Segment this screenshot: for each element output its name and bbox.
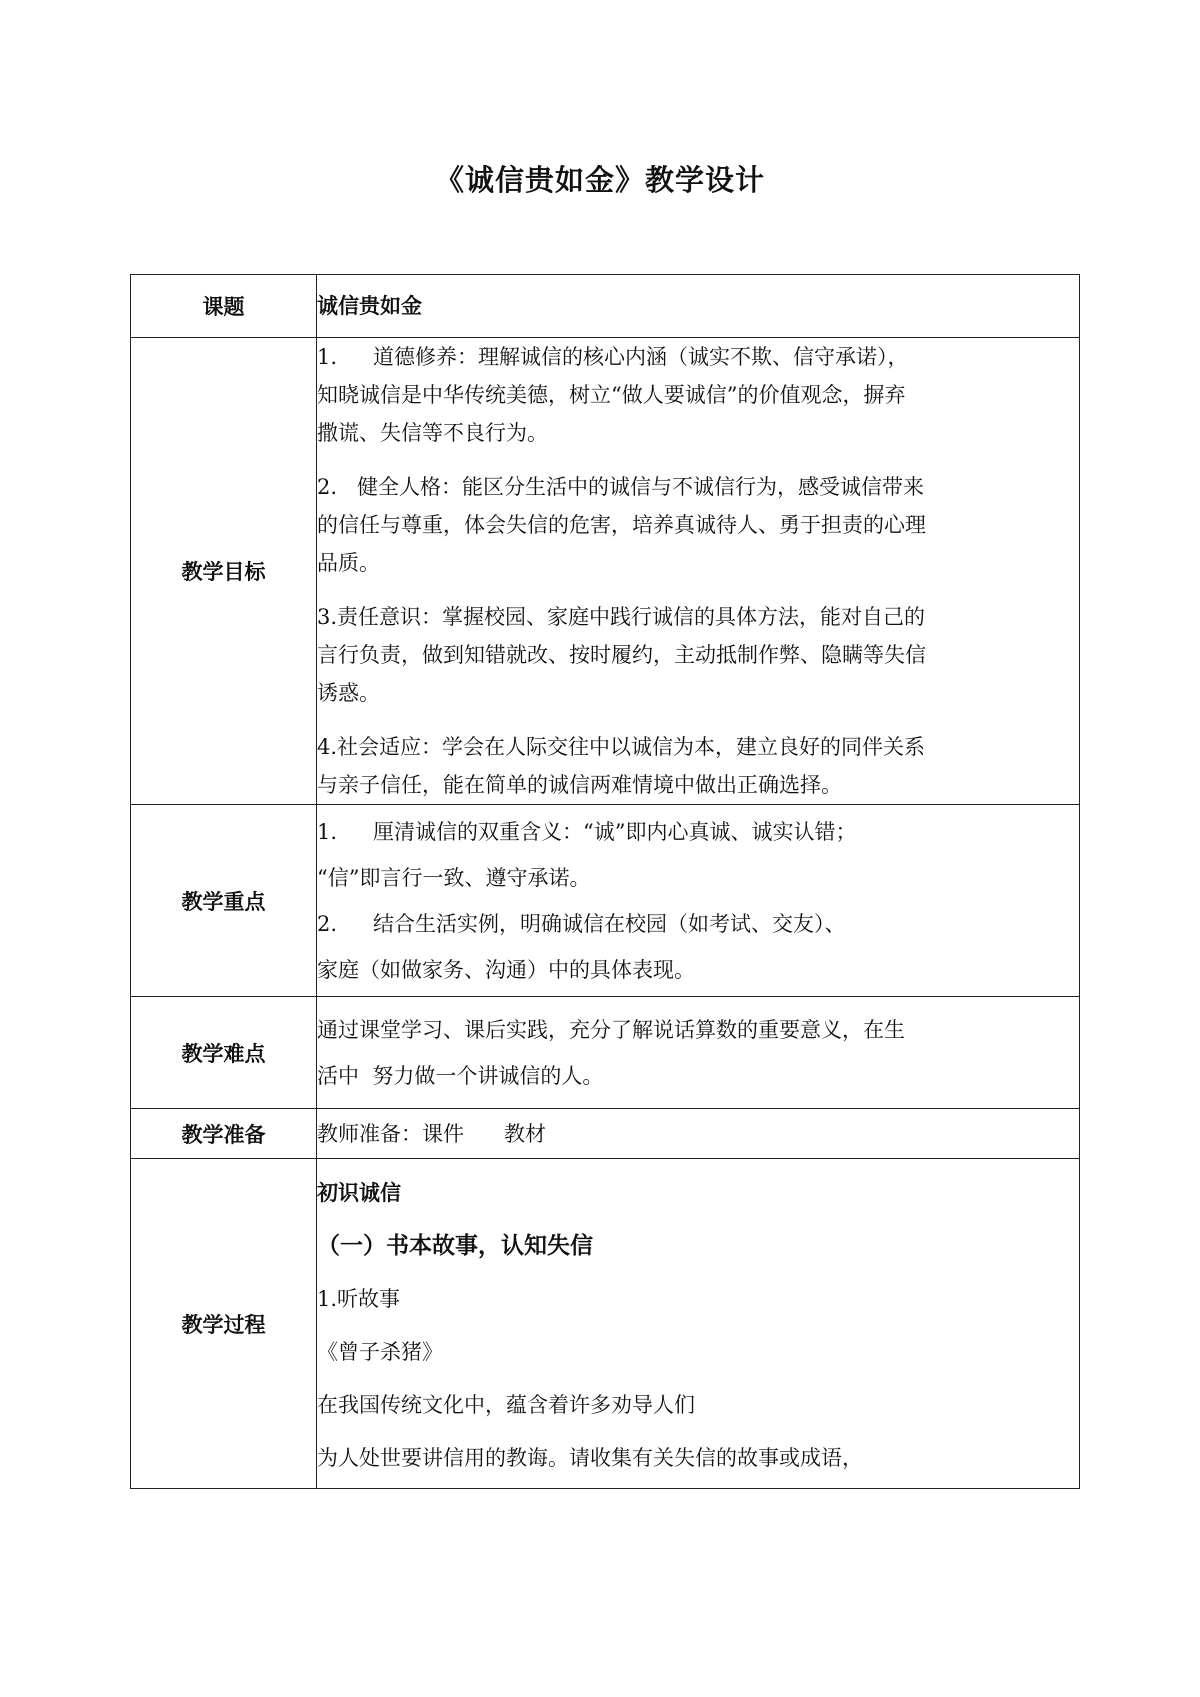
- table-row-difficulty: [131, 997, 1080, 1109]
- key-point-2-line-1: 2. 结合生活实例，明确诚信在校园（如考试、交友）、: [317, 901, 1079, 947]
- goal-item-3: [317, 598, 1079, 712]
- goal-item-4: [317, 728, 1079, 804]
- goal-2-line-2: 的信任与尊重，体会失信的危害，培养真诚待人、勇于担责的心理: [317, 513, 926, 537]
- goal-1-line-1: 1. 道德修养：理解诚信的核心内涵（诚实不欺、信守承诺），: [317, 338, 1079, 376]
- difficulty-content: [317, 997, 1080, 1109]
- difficulty-line-1: 通过课堂学习、课后实践，充分了解说话算数的重要意义，在生: [317, 1017, 905, 1042]
- table-row-key-points: [131, 805, 1080, 997]
- table-row-preparation: [131, 1109, 1080, 1159]
- goal-item-1: [317, 338, 1079, 452]
- key-point-1-line-1: 1. 厘清诚信的双重含义：“诚”即内心真诚、诚实认错；: [317, 809, 1079, 855]
- row-label-preparation: 教学准备: [131, 1109, 317, 1159]
- goal-4-line-2: 与亲子信任，能在简单的诚信两难情境中做出正确选择。: [317, 773, 842, 797]
- goals-content: [317, 338, 1080, 805]
- goal-2-line-3: 品质。: [317, 551, 380, 575]
- preparation-value: 教师准备：课件 教材: [317, 1109, 1080, 1159]
- table-row-topic: [131, 275, 1080, 338]
- goal-1-line-3: 撒谎、失信等不良行为。: [317, 421, 548, 445]
- goal-2-number: 2.: [317, 475, 338, 499]
- story-title: 《曾子杀猪》: [317, 1340, 443, 1364]
- table-row-goals: [131, 338, 1080, 805]
- goal-3-line-1: 3.责任意识：掌握校园、家庭中践行诚信的具体方法，能对自己的: [317, 605, 926, 629]
- process-text-line-1: 在我国传统文化中，蕴含着许多劝导人们: [317, 1393, 695, 1417]
- key-point-2-number: 2.: [317, 911, 338, 936]
- goal-2-line-1: 2. 健全人格：能区分生活中的诚信与不诚信行为，感受诚信带来: [317, 468, 1079, 506]
- process-subheading: （一）书本故事，认知失信: [317, 1233, 593, 1259]
- process-heading: 初识诚信: [317, 1181, 401, 1205]
- row-label-goals: 教学目标: [131, 338, 317, 805]
- key-point-2-line-2: 家庭（如做家务、沟通）中的具体表现。: [317, 957, 695, 982]
- process-step: 1.听故事: [317, 1287, 401, 1311]
- topic-value: 诚信贵如金: [317, 275, 1080, 338]
- goal-3-line-3: 诱惑。: [317, 681, 380, 705]
- key-points-content: [317, 805, 1080, 997]
- key-point-1-line-2: “信”即言行一致、遵守承诺。: [317, 865, 591, 890]
- goal-1-number: 1.: [317, 345, 338, 369]
- table-row-process: [131, 1159, 1080, 1489]
- row-label-difficulty: 教学难点: [131, 997, 317, 1109]
- goal-1-line-2: 知晓诚信是中华传统美德，树立“做人要诚信”的价值观念，摒弃: [317, 383, 906, 407]
- goal-3-line-2: 言行负责，做到知错就改、按时履约，主动抵制作弊、隐瞒等失信: [317, 643, 926, 667]
- goal-4-line-1: 4.社会适应：学会在人际交往中以诚信为本，建立良好的同伴关系: [317, 735, 926, 759]
- document-title: 《诚信贵如金》教学设计: [434, 163, 765, 197]
- goal-item-2: [317, 468, 1079, 582]
- key-point-1-number: 1.: [317, 819, 338, 844]
- lesson-plan-table: [130, 274, 1080, 1489]
- process-text-line-2: 为人处世要讲信用的教诲。请收集有关失信的故事或成语，: [317, 1446, 863, 1470]
- row-label-key-points: 教学重点: [131, 805, 317, 997]
- process-content: [317, 1159, 1080, 1489]
- row-label-process: 教学过程: [131, 1159, 317, 1489]
- row-label-topic: 课题: [131, 275, 317, 338]
- difficulty-line-2: 活中 努力做一个讲诚信的人。: [317, 1063, 604, 1088]
